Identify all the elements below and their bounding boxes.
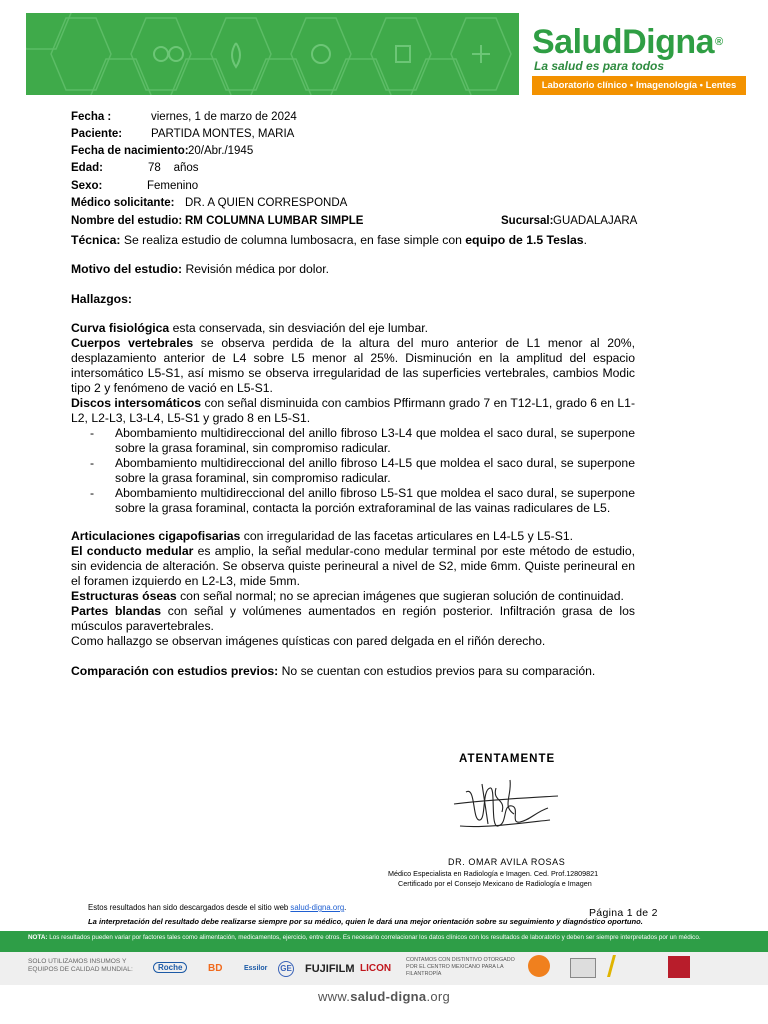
estructuras-paragraph: Estructuras óseas con señal normal; no se aprecian imágenes que sugieran solución de continuidad.: [71, 589, 624, 603]
hallazgos-heading: Hallazgos:: [71, 292, 132, 306]
partner-logo: FUJIFILM: [305, 963, 355, 975]
nacimiento-label: Fecha de nacimiento:: [71, 145, 189, 157]
page-number: Página 1 de 2: [589, 907, 658, 919]
comparacion-paragraph: Comparación con estudios previos: No se cuentan con estudios previos para su comparación.: [71, 664, 596, 678]
motivo-paragraph: Motivo del estudio: Revisión médica por dolor.: [71, 262, 330, 276]
brand-tagline: La salud es para todos: [534, 59, 665, 73]
edad-value: 78 años: [148, 162, 199, 174]
discos-bullet-list: [90, 426, 635, 516]
articulaciones-paragraph: Articulaciones cigapofisarias con irregularidad de las facetas articulares en L4-L5 y L5-S1.: [71, 529, 573, 543]
partner-logo: Roche: [153, 962, 187, 973]
cuerpos-paragraph: Cuerpos vertebrales se observa perdida de la altura del muro anterior de L1 menor al 20%, desplazamiento anterior de L4 sobre L5 menor al 25%. Disminución en la amplitud del espacio intersomático L5-S1, así mismo se observa irregularidad de las superficies vertebrales, cambios Modic tipo 2 y fenómeno de vació en L5-S1.: [71, 336, 635, 395]
hallazgos-body-2: [71, 529, 635, 649]
certification-logo-icon: [570, 958, 596, 978]
hallazgos-body: [71, 321, 635, 426]
partner-logo: BD: [208, 963, 223, 974]
sexo-label: Sexo:: [71, 180, 103, 192]
edad-label: Edad:: [71, 162, 103, 174]
doctor-credential: Médico Especialista en Radiología e Imagen. Ced. Prof.12809821: [388, 869, 599, 878]
website-link[interactable]: salud-digna.org: [290, 903, 345, 912]
brand-logo: SaludDigna®: [532, 23, 723, 61]
partes-paragraph: Partes blandas con señal y volúmenes aumentados en región posterior. Infiltración grasa de los músculos paravertebrales.: [71, 604, 635, 633]
paciente-label: Paciente:: [71, 128, 123, 140]
paciente-value: PARTIDA MONTES, MARIA: [151, 128, 295, 140]
sexo-value: Femenino: [147, 180, 199, 192]
medico-label: Médico solicitante:: [71, 197, 175, 209]
doctor-certification: Certificado por el Consejo Mexicano de Radiología e Imagen: [398, 879, 592, 888]
insumos-text: SOLO UTILIZAMOS INSUMOS Y EQUIPOS DE CALIDAD MUNDIAL:: [28, 958, 133, 973]
partner-logo: GE: [278, 961, 294, 977]
nota-banner: NOTA: Los resultados pueden variar por factores tales como alimentación, medicamentos, ejercicio, entre otros. Es necesario correlacionar los datos clínicos con los resultados de laboratorio y deben ser siempre interpretados por un médico.: [0, 931, 768, 952]
distintivo-text: CONTAMOS CON DISTINTIVO OTORGADO POR EL CENTRO MEXICANO PARA LA FILANTROPÍA: [406, 957, 515, 977]
medico-value: DR. A QUIEN CORRESPONDA: [185, 197, 348, 209]
atentamente-label: ATENTAMENTE: [459, 753, 556, 765]
cemefi-logo-icon: [528, 955, 550, 977]
sucursal-label: Sucursal:: [501, 215, 554, 227]
sucursal-value: GUADALAJARA: [553, 215, 638, 227]
curva-paragraph: Curva fisiológica esta conservada, sin desviación del eje lumbar.: [71, 321, 429, 335]
nacimiento-value: 20/Abr./1945: [188, 145, 254, 157]
list-item: - Abombamiento multidireccional del anillo fibroso L4-L5 que moldea el saco dural, se superpone sobre la grasa foraminal, sin compromiso radicular.: [90, 456, 635, 485]
signature-icon: [452, 770, 562, 838]
partner-logo: Essilor: [244, 965, 268, 972]
list-item: - Abombamiento multidireccional del anillo fibroso L5-S1 que moldea el saco dural, se superpone sobre la grasa foraminal, contacta la porción extraforaminal de las vainas radiculares de L5.: [90, 486, 635, 515]
download-note: Estos resultados han sido descargados desde el sitio web salud-digna.org.: [88, 903, 347, 912]
doctor-name: DR. OMAR AVILA ROSAS: [448, 857, 566, 867]
list-item: - Abombamiento multidireccional del anillo fibroso L3-L4 que moldea el saco dural, se superpone sobre la grasa foraminal, sin compromiso radicular.: [90, 426, 635, 455]
services-banner: Laboratorio clínico • Imagenología • Lentes: [532, 76, 746, 95]
tecnica-paragraph: Técnica: Se realiza estudio de columna lumbosacra, en fase simple con equipo de 1.5 Teslas.: [71, 233, 587, 247]
estudio-label: Nombre del estudio:: [71, 215, 183, 227]
interpretation-note: La interpretación del resultado debe realizarse siempre por su médico, quien le dará una mejor orientación sobre su seguimiento y diagnóstico oportuno.: [88, 917, 643, 926]
fecha-value: viernes, 1 de marzo de 2024: [151, 111, 297, 123]
hexagon-pattern-icon: [26, 13, 519, 95]
red-seal-icon: [668, 956, 690, 978]
conducto-paragraph: El conducto medular es amplio, la señal medular-cono medular terminal por este método de estudio, sin evidencia de alteración. Se observa quiste perineural a nivel de S2, mide 6mm. Quiste perineural en el foramen izquierdo en L2-L3, mide 5mm.: [71, 544, 636, 588]
fecha-row: Fecha :: [71, 111, 112, 123]
partner-logo: LICON: [360, 963, 392, 974]
hallazgo-extra-paragraph: Como hallazgo se observan imágenes quísticas con pared delgada en el riñón derecho.: [71, 634, 546, 648]
discos-paragraph: Discos intersomáticos con señal disminuida con cambios Pffirmann grado 7 en T12-L1, grado 6 en L1-L2, L2-L3, L3-L4, L5-S1 y grado 8 en L5-S1.: [71, 396, 636, 425]
website-footer[interactable]: www.salud-digna.org: [317, 989, 451, 1004]
estudio-value: RM COLUMNA LUMBAR SIMPLE: [185, 215, 364, 227]
header-banner: [26, 13, 519, 95]
